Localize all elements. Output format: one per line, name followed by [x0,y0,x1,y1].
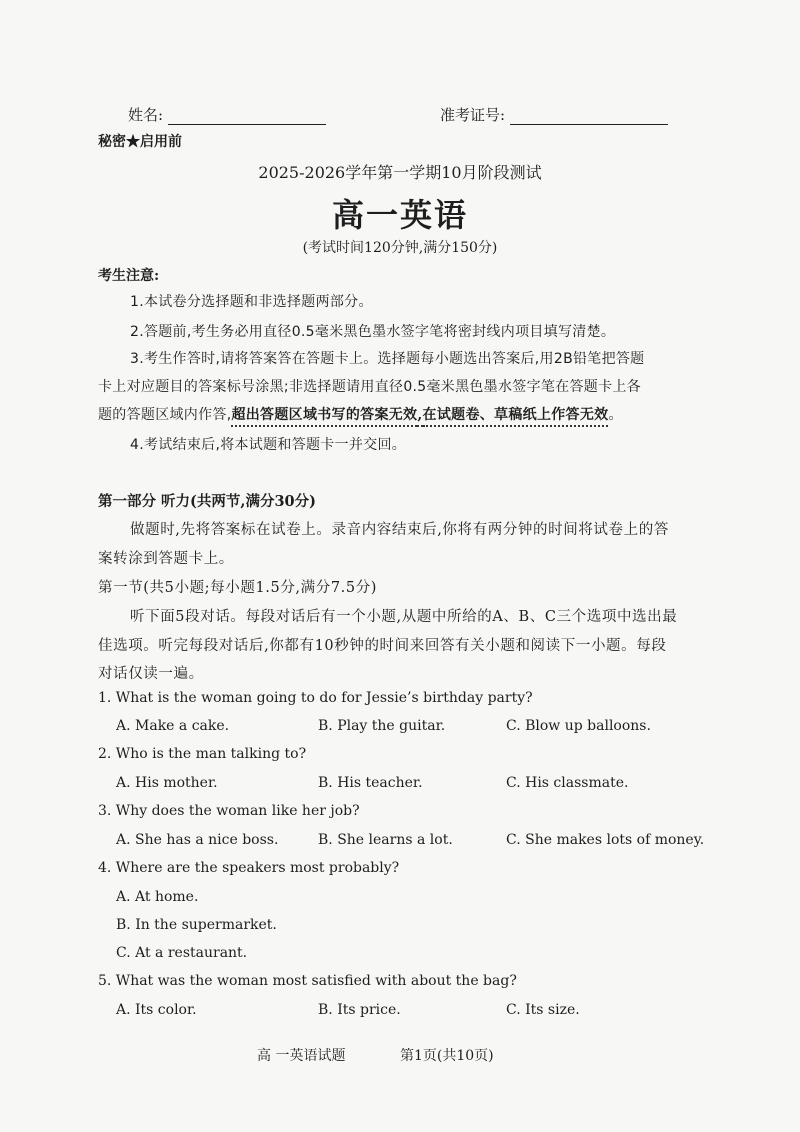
question-stem: 3. Why does the woman like her job? [98,803,360,819]
footer-page-number: 第1页(共10页) [400,1048,494,1064]
section-1-heading: 第一节(共5小题;每小题1.5分,满分7.5分) [98,580,378,596]
option-b: B. In the supermarket. [116,917,277,933]
part-1-heading: 第一部分 听力(共两节,满分30分) [98,493,316,510]
option-a: A. Make a cake. [116,718,230,734]
option-b: B. His teacher. [318,775,423,791]
notice-item-2: 2.答题前,考生务必用直径0.5毫米黑色墨水签字笔将密封线内项目填写清楚。 [130,324,616,340]
option-b: B. Its price. [318,1002,401,1018]
section-1-line-2: 佳选项。听完每段对话后,你都有10秒钟的时间来回答有关小题和阅读下一小题。每段 [98,638,667,654]
emphasis-invalid-paper: 在试题卷、草稿纸上作答无效 [423,407,609,427]
option-b: B. Play the guitar. [318,718,446,734]
emphasis-invalid-area: 超出答题区域书写的答案无效 [231,407,417,427]
exam-duration-info: (考试时间120分钟,满分150分) [302,240,498,256]
question-stem: 4. Where are the speakers most probably? [98,860,400,876]
option-c: C. Blow up balloons. [506,718,651,734]
notice-item-3-line-2: 卡上对应题目的答案标号涂黑;非选择题请用直径0.5毫米黑色墨水签字笔在答题卡上各 [98,379,641,395]
notice-item-1: 1.本试卷分选择题和非选择题两部分。 [130,294,373,310]
exam-id-field [440,104,668,125]
part-1-intro-line-1: 做题时,先将答案标在试卷上。录音内容结束后,你将有两分钟的时间将试卷上的答 [130,522,669,538]
exam-title: 2025-2026学年第一学期10月阶段测试 [258,163,542,182]
option-a: A. At home. [116,889,199,905]
section-1-line-3: 对话仅读一遍。 [98,666,204,682]
footer-subject: 高 一英语试题 [257,1048,346,1064]
question-stem: 1. What is the woman going to do for Jessie’s birthday party? [98,690,533,706]
notice-item-4: 4.考试结束后,将本试题和答题卡一并交回。 [130,437,407,453]
name-label: 姓名: [128,106,164,124]
option-c: C. His classmate. [506,775,629,791]
notice-item-3-line-3 [98,404,623,424]
subject-title: 高一英语 [331,196,468,234]
option-c: C. Its size. [506,1002,580,1018]
option-a: A. His mother. [116,775,218,791]
question-stem: 5. What was the woman most satisfied with about the bag? [98,973,517,989]
notice-item-3-period: 。 [608,407,623,423]
notice-heading: 考生注意: [98,268,160,284]
notice-item-3-line-1: 3.考生作答时,请将答案答在答题卡上。选择题每小题选出答案后,用2B铅笔把答题 [130,351,645,367]
option-c: C. She makes lots of money. [506,832,705,848]
exam-id-label: 准考证号: [440,106,506,124]
confidential-mark: 秘密★启用前 [98,134,182,150]
name-field [128,104,326,125]
question-stem: 2. Who is the man talking to? [98,746,307,762]
notice-item-3-text: 题的答题区域内作答, [98,407,232,423]
option-a: A. She has a nice boss. [116,832,279,848]
part-1-intro-line-2: 案转涂到答题卡上。 [98,551,234,567]
option-b: B. She learns a lot. [318,832,453,848]
option-c: C. At a restaurant. [116,945,248,961]
option-a: A. Its color. [116,1002,197,1018]
section-1-line-1: 听下面5段对话。每段对话后有一个小题,从题中所给的A、B、C三个选项中选出最 [130,609,678,625]
emphasis-separator: , [417,407,422,427]
name-blank-line [168,110,326,125]
exam-id-blank-line [510,110,668,125]
